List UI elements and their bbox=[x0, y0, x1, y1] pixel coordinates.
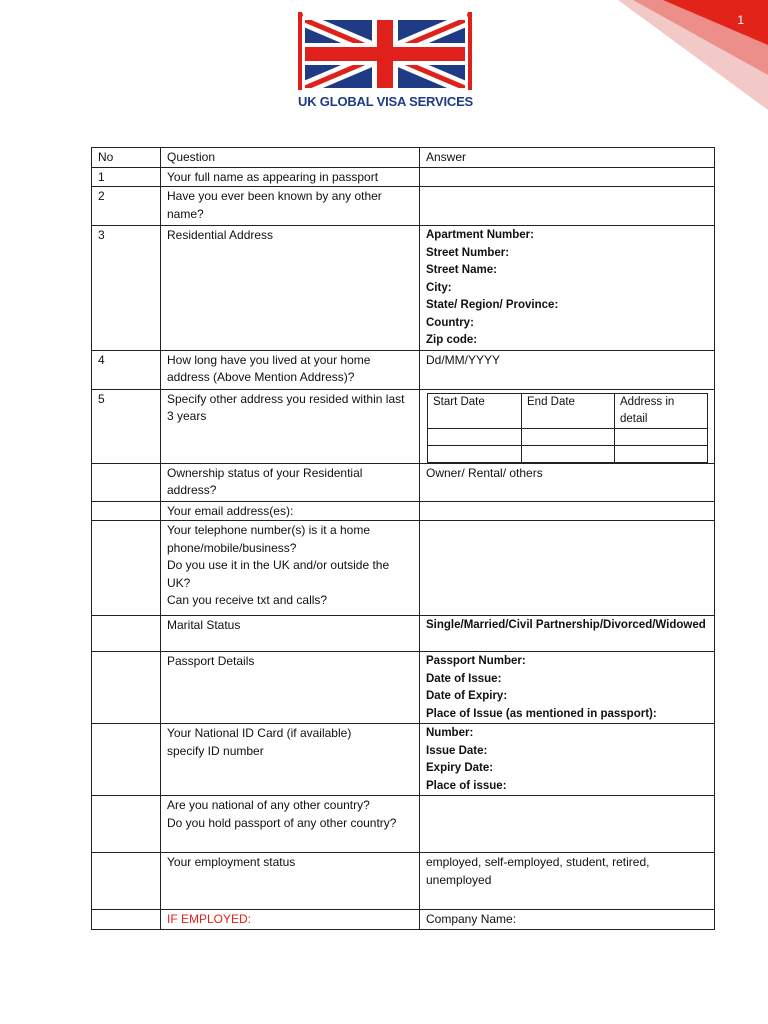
table-row bbox=[92, 350, 715, 389]
answer-cell bbox=[420, 389, 715, 463]
end-date-cell[interactable] bbox=[522, 445, 615, 462]
question-cell: Passport Details bbox=[161, 652, 420, 724]
header-question: Question bbox=[161, 148, 420, 168]
question-cell: Your full name as appearing in passport bbox=[161, 167, 420, 187]
question-line: Do you hold passport of any other country? bbox=[167, 815, 397, 830]
question-cell: Your email address(es): bbox=[161, 501, 420, 521]
end-date-header: End Date bbox=[522, 393, 615, 428]
end-date-cell[interactable] bbox=[522, 428, 615, 445]
answer-cell[interactable] bbox=[420, 167, 715, 187]
address-detail-header: Address in detail bbox=[615, 393, 708, 428]
question-cell bbox=[161, 796, 420, 853]
row-number: 4 bbox=[92, 350, 161, 389]
previous-address-table bbox=[427, 393, 708, 463]
answer-line: Apartment Number: bbox=[426, 229, 534, 241]
question-cell: Ownership status of your Residential address? bbox=[161, 463, 420, 501]
sub-header-row bbox=[428, 393, 708, 428]
answer-cell[interactable]: employed, self-employed, student, retired, unemployed bbox=[420, 853, 715, 910]
table-row bbox=[92, 501, 715, 521]
question-line: Your telephone number(s) is it a home phone/mobile/business? bbox=[167, 523, 371, 555]
row-number bbox=[92, 521, 161, 616]
table-row bbox=[92, 463, 715, 501]
row-number: 5 bbox=[92, 389, 161, 463]
answer-cell[interactable]: Company Name: bbox=[420, 910, 715, 930]
row-number bbox=[92, 910, 161, 930]
answer-line: Issue Date: bbox=[426, 744, 488, 757]
table-header-row bbox=[92, 148, 715, 168]
row-number bbox=[92, 463, 161, 501]
table-row bbox=[92, 167, 715, 187]
answer-line: Street Name: bbox=[426, 264, 497, 276]
sub-table-row bbox=[428, 445, 708, 462]
answer-line: Single/Married/Civil Partnership/Divorced/Widowed bbox=[426, 619, 706, 631]
question-cell: Have you ever been known by any other name? bbox=[161, 187, 420, 226]
row-number: 3 bbox=[92, 226, 161, 351]
header-no: No bbox=[92, 148, 161, 168]
question-cell: How long have you lived at your home address (Above Mention Address)? bbox=[161, 350, 420, 389]
question-cell: Your employment status bbox=[161, 853, 420, 910]
question-line: Are you national of any other country? bbox=[167, 798, 370, 812]
answer-line: Place of issue: bbox=[426, 779, 507, 792]
table-row bbox=[92, 796, 715, 853]
answer-line: Date of Expiry: bbox=[426, 690, 508, 702]
answer-line: Country: bbox=[426, 316, 474, 329]
answer-cell[interactable]: Owner/ Rental/ others bbox=[420, 463, 715, 501]
row-number bbox=[92, 652, 161, 724]
start-date-cell[interactable] bbox=[428, 428, 522, 445]
answer-line: Expiry Date: bbox=[426, 762, 494, 774]
corner-decoration bbox=[618, 0, 768, 110]
answer-cell[interactable] bbox=[420, 226, 715, 351]
answer-line: Street Number: bbox=[426, 246, 510, 259]
question-cell bbox=[161, 724, 420, 796]
question-cell: IF EMPLOYED: bbox=[161, 910, 420, 930]
question-line: specify ID number bbox=[167, 743, 264, 758]
answer-cell[interactable] bbox=[420, 652, 715, 724]
table-row bbox=[92, 910, 715, 930]
row-number bbox=[92, 724, 161, 796]
row-number: 2 bbox=[92, 187, 161, 226]
question-line: Your National ID Card (if available) bbox=[167, 726, 352, 740]
header-answer: Answer bbox=[420, 148, 715, 168]
question-cell: Marital Status bbox=[161, 616, 420, 652]
answer-cell[interactable] bbox=[420, 501, 715, 521]
question-line: Do you use it in the UK and/or outside the UK? bbox=[167, 558, 390, 590]
question-cell: Residential Address bbox=[161, 226, 420, 351]
answer-line: Passport Number: bbox=[426, 655, 526, 667]
address-detail-cell[interactable] bbox=[615, 428, 708, 445]
start-date-cell[interactable] bbox=[428, 445, 522, 462]
answer-line: Date of Issue: bbox=[426, 672, 502, 685]
row-number bbox=[92, 616, 161, 652]
table-row bbox=[92, 226, 715, 351]
answer-line: City: bbox=[426, 281, 452, 294]
question-cell bbox=[161, 521, 420, 616]
address-detail-cell[interactable] bbox=[615, 445, 708, 462]
answer-line: Place of Issue (as mentioned in passport): bbox=[426, 707, 657, 720]
answer-line: Number: bbox=[426, 727, 474, 739]
page-number: 1 bbox=[737, 13, 744, 27]
start-date-header: Start Date bbox=[428, 393, 522, 428]
answer-cell[interactable] bbox=[420, 521, 715, 616]
row-number bbox=[92, 796, 161, 853]
answer-cell[interactable] bbox=[420, 796, 715, 853]
table-row bbox=[92, 616, 715, 652]
row-number bbox=[92, 501, 161, 521]
table-row bbox=[92, 389, 715, 463]
answer-cell[interactable] bbox=[420, 616, 715, 652]
table-row bbox=[92, 724, 715, 796]
sub-table-row bbox=[428, 428, 708, 445]
answer-cell[interactable] bbox=[420, 187, 715, 226]
question-cell: Specify other address you resided within last 3 years bbox=[161, 389, 420, 463]
row-number: 1 bbox=[92, 167, 161, 187]
union-jack-icon bbox=[298, 12, 472, 90]
answer-cell[interactable] bbox=[420, 724, 715, 796]
answer-cell[interactable]: Dd/MM/YYYY bbox=[420, 350, 715, 389]
visa-questionnaire-table bbox=[91, 147, 715, 930]
table-row bbox=[92, 187, 715, 226]
answer-line: State/ Region/ Province: bbox=[426, 299, 559, 311]
table-row bbox=[92, 853, 715, 910]
company-logo bbox=[298, 12, 472, 109]
table-row bbox=[92, 652, 715, 724]
row-number bbox=[92, 853, 161, 910]
table-row bbox=[92, 521, 715, 616]
brand-name: UK GLOBAL VISA SERVICES bbox=[298, 94, 474, 109]
answer-line: Zip code: bbox=[426, 334, 478, 346]
question-line: Can you receive txt and calls? bbox=[167, 593, 328, 607]
